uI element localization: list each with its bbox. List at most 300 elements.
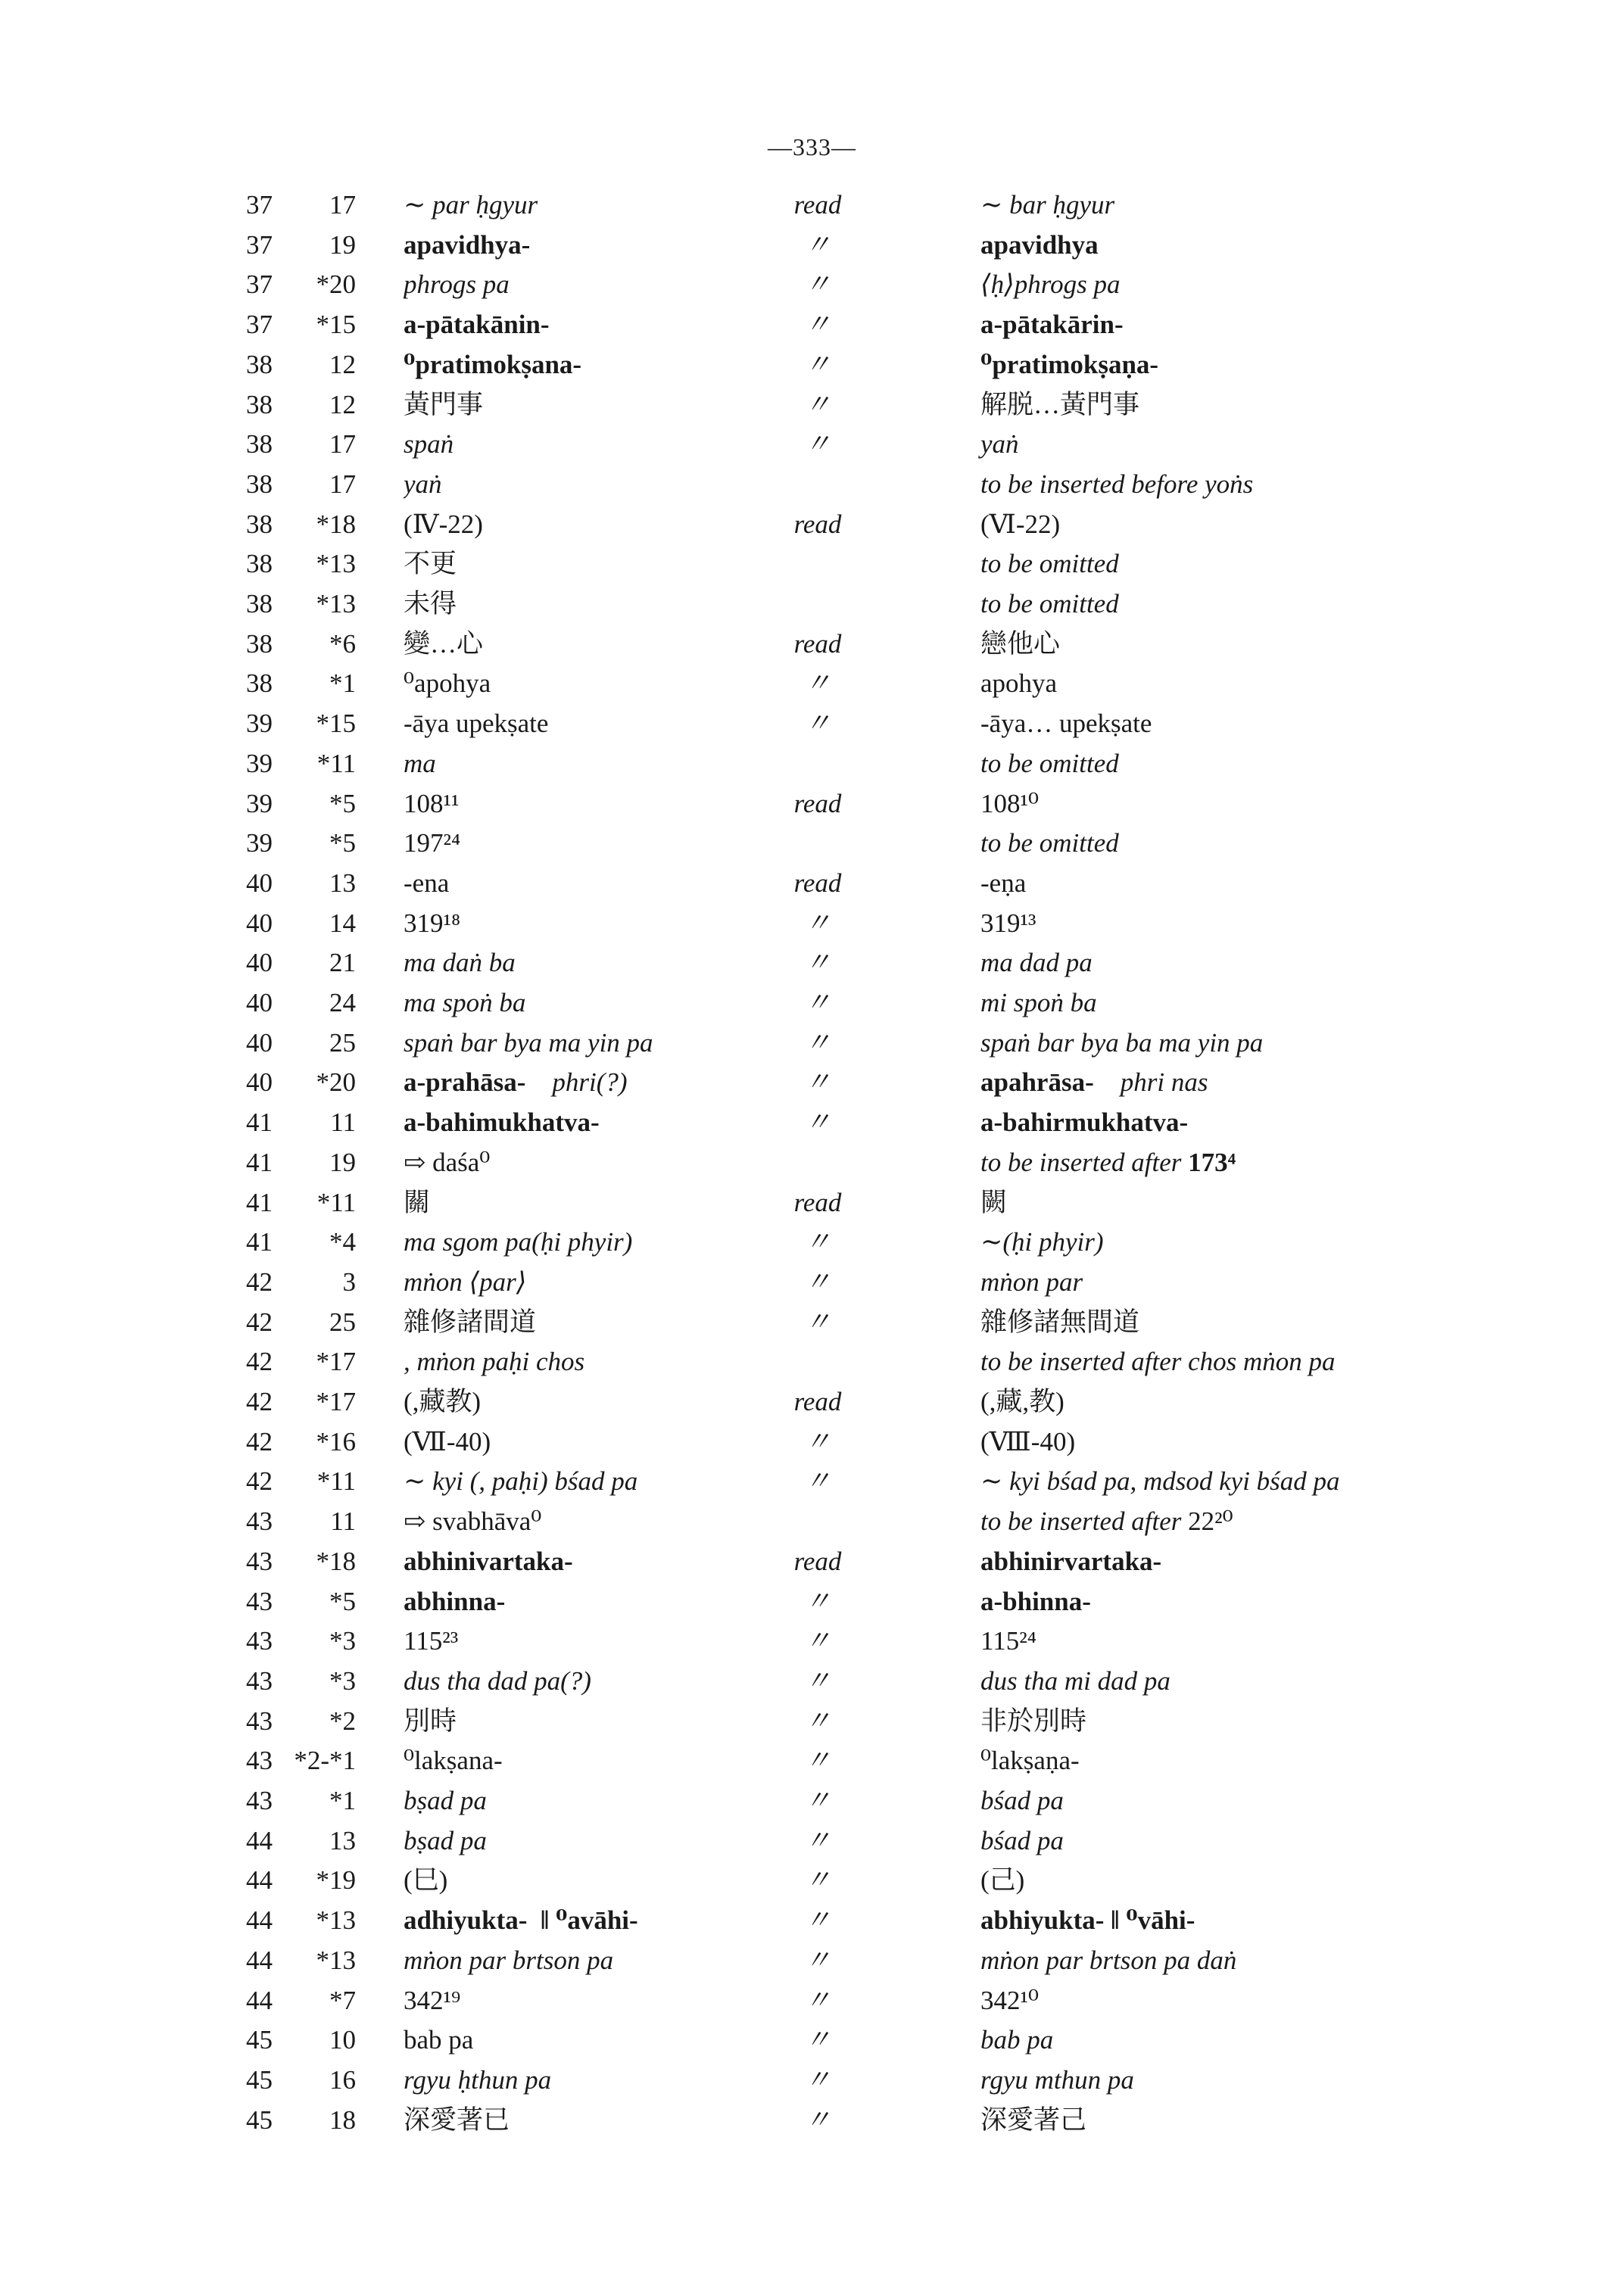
wrong-extra: ‖ ⁰avāhi-	[540, 1905, 638, 1936]
correct-text: apohya	[980, 668, 1058, 699]
read-marker: read	[793, 190, 842, 220]
read-marker: 〃	[804, 389, 831, 419]
correct-extra: phri nas	[1120, 1067, 1208, 1098]
wrong-reading	[404, 425, 759, 464]
read-marker: 〃	[804, 1426, 831, 1456]
page-ref: 38	[246, 389, 273, 419]
correct-reading	[980, 305, 1510, 344]
errata-row	[0, 1422, 1624, 1462]
errata-row	[0, 1702, 1624, 1741]
errata-row	[0, 1582, 1624, 1622]
wrong-text: (巳)	[404, 1865, 448, 1896]
correct-reading	[980, 265, 1510, 304]
page-ref: 41	[246, 1227, 273, 1257]
correct-text: yaṅ	[980, 429, 1019, 460]
read-marker: 〃	[804, 310, 831, 340]
page-ref: 45	[246, 2025, 273, 2055]
wrong-text: 別時	[404, 1706, 457, 1736]
correct-text: 非於別時	[980, 1706, 1087, 1736]
line-ref: *5	[329, 788, 356, 818]
wrong-text: 深愛著已	[404, 2105, 510, 2135]
errata-row	[0, 1382, 1624, 1422]
line-ref: *15	[316, 709, 356, 739]
wrong-reading	[404, 1223, 759, 1262]
correct-text: ∼ bar ḥgyur	[980, 190, 1115, 220]
wrong-reading	[404, 1422, 759, 1462]
correct-reading	[980, 704, 1510, 743]
wrong-reading	[404, 904, 759, 943]
errata-row	[0, 1901, 1624, 1940]
wrong-text: abhinna-	[404, 1586, 506, 1616]
errata-row	[0, 1861, 1624, 1900]
correct-text: ma dad pa	[980, 948, 1093, 978]
line-ref: *11	[316, 748, 356, 778]
correct-text: bśad pa	[980, 1825, 1064, 1855]
wrong-text: a-prahāsa-	[404, 1067, 526, 1098]
errata-row	[0, 2101, 1624, 2140]
wrong-reading	[404, 2061, 759, 2100]
read-marker: 〃	[804, 2025, 831, 2055]
line-ref: 13	[329, 868, 356, 898]
correct-text: to be inserted after	[980, 1147, 1182, 1177]
wrong-reading	[404, 1901, 759, 1940]
errata-row	[0, 584, 1624, 624]
read-marker: 〃	[804, 1905, 831, 1936]
correct-text: to be inserted after chos mṅon pa	[980, 1347, 1336, 1377]
correct-text: ⁰lakṣaṇa-	[980, 1746, 1080, 1776]
wrong-reading	[404, 983, 759, 1023]
wrong-extra: phri(?)	[552, 1067, 628, 1098]
page-ref: 44	[246, 1905, 273, 1936]
wrong-reading	[404, 1662, 759, 1701]
wrong-reading	[404, 744, 759, 784]
errata-row	[0, 1542, 1624, 1581]
line-ref: 25	[329, 1307, 356, 1337]
page-ref: 42	[246, 1466, 273, 1497]
errata-row	[0, 1183, 1624, 1223]
errata-row	[0, 904, 1624, 943]
page-ref: 38	[246, 429, 273, 460]
wrong-text: mṅon ⟨par⟩	[404, 1266, 527, 1297]
errata-row	[0, 1941, 1624, 1980]
page-ref: 38	[246, 589, 273, 618]
correct-text: rgyu mthun pa	[980, 2064, 1134, 2095]
line-ref: *11	[316, 1187, 356, 1217]
wrong-text: 變…心	[404, 628, 484, 659]
line-ref: 21	[329, 948, 356, 978]
correct-text: mi spoṅ ba	[980, 988, 1097, 1017]
page-ref: 38	[246, 549, 273, 579]
wrong-text: (Ⅳ-22)	[404, 509, 483, 539]
page-ref: 44	[246, 1945, 273, 1975]
page-ref: 38	[246, 668, 273, 699]
wrong-text: 關	[404, 1187, 431, 1217]
wrong-reading	[404, 1622, 759, 1661]
correct-reading	[980, 1582, 1510, 1622]
wrong-text: ⇨ svabhāva⁰	[404, 1506, 542, 1537]
correct-text: -āya… upekṣate	[980, 709, 1152, 739]
wrong-reading	[404, 704, 759, 743]
correct-reading	[980, 1821, 1510, 1861]
page-ref: 42	[246, 1387, 273, 1416]
correct-reading	[980, 425, 1510, 464]
read-marker: 〃	[804, 1825, 831, 1855]
correct-reading	[980, 1702, 1510, 1741]
wrong-text: ma spoṅ ba	[404, 988, 526, 1017]
correct-reading	[980, 1941, 1510, 1980]
read-marker: 〃	[804, 709, 831, 739]
errata-row	[0, 1662, 1624, 1701]
correct-reading	[980, 1861, 1510, 1900]
wrong-text: ⁰lakṣana-	[404, 1746, 503, 1776]
page-ref: 41	[246, 1108, 273, 1138]
line-ref: 17	[329, 190, 356, 220]
page-ref: 39	[246, 788, 273, 818]
line-ref: 12	[329, 349, 356, 379]
read-marker: 〃	[804, 988, 831, 1017]
page-ref: 40	[246, 1067, 273, 1098]
correct-text: to be omitted	[980, 549, 1119, 579]
wrong-reading	[404, 265, 759, 304]
read-marker: read	[793, 868, 842, 898]
errata-row	[0, 784, 1624, 824]
correct-reading	[980, 664, 1510, 703]
errata-row	[0, 664, 1624, 703]
page-ref: 45	[246, 2064, 273, 2095]
wrong-text: -āya upekṣate	[404, 709, 549, 739]
line-ref: 12	[329, 389, 356, 419]
correct-text: apavidhya	[980, 229, 1099, 260]
wrong-text: ma	[404, 748, 436, 778]
correct-reading	[980, 1023, 1510, 1063]
correct-text: ⟨ḥ⟩phrogs pa	[980, 269, 1121, 300]
errata-row	[0, 544, 1624, 584]
read-marker: 〃	[804, 668, 831, 699]
wrong-reading	[404, 1462, 759, 1501]
correct-text: 342¹⁰	[980, 1985, 1040, 2015]
wrong-reading	[404, 345, 759, 385]
page-ref: 42	[246, 1347, 273, 1377]
wrong-reading	[404, 544, 759, 584]
correct-text: mṅon par	[980, 1266, 1083, 1297]
wrong-reading	[404, 305, 759, 344]
correct-reading	[980, 1662, 1510, 1701]
wrong-text: 319¹⁸	[404, 908, 461, 938]
correct-extra: 173⁴	[1188, 1147, 1236, 1177]
correct-reading	[980, 983, 1510, 1023]
page-ref: 40	[246, 908, 273, 938]
correct-reading	[980, 465, 1510, 504]
line-ref: *4	[329, 1227, 356, 1257]
page-ref: 44	[246, 1865, 273, 1896]
wrong-reading	[404, 1582, 759, 1622]
correct-reading	[980, 2061, 1510, 2100]
wrong-text: ⁰pratimokṣana-	[404, 349, 582, 379]
read-marker: 〃	[804, 1626, 831, 1656]
wrong-reading	[404, 1861, 759, 1900]
correct-reading	[980, 1741, 1510, 1781]
errata-row	[0, 824, 1624, 863]
correct-text: 解脱…黃門事	[980, 389, 1140, 419]
wrong-reading	[404, 226, 759, 265]
correct-reading	[980, 1422, 1510, 1462]
page-ref: 41	[246, 1147, 273, 1177]
page-ref: 38	[246, 628, 273, 659]
line-ref: *7	[329, 1985, 356, 2015]
wrong-text: ma daṅ ba	[404, 948, 516, 978]
page-ref: 42	[246, 1307, 273, 1337]
line-ref: 19	[329, 1147, 356, 1177]
correct-text: spaṅ bar bya ba ma yin pa	[980, 1027, 1264, 1058]
correct-text: ∼ kyi bśad pa, mdsod kyi bśad pa	[980, 1466, 1340, 1497]
correct-text: 115²⁴	[980, 1626, 1036, 1656]
page-ref: 43	[246, 1546, 273, 1576]
wrong-text: mṅon par brtson pa	[404, 1945, 614, 1975]
wrong-reading	[404, 2020, 759, 2060]
wrong-reading	[404, 1542, 759, 1581]
read-marker: 〃	[804, 1865, 831, 1896]
correct-reading	[980, 904, 1510, 943]
correct-reading	[980, 1103, 1510, 1142]
errata-row	[0, 1103, 1624, 1142]
wrong-text: 不更	[404, 549, 457, 579]
correct-reading	[980, 784, 1510, 824]
errata-row	[0, 425, 1624, 464]
correct-reading	[980, 1263, 1510, 1302]
correct-reading	[980, 185, 1510, 225]
page-ref: 44	[246, 1825, 273, 1855]
errata-row	[0, 1143, 1624, 1182]
wrong-reading	[404, 1143, 759, 1182]
correct-text: ∼(ḥi phyir)	[980, 1227, 1104, 1257]
wrong-text: yaṅ	[404, 469, 442, 499]
errata-row	[0, 864, 1624, 903]
correct-reading	[980, 1183, 1510, 1223]
wrong-reading	[404, 1063, 759, 1102]
wrong-reading	[404, 505, 759, 544]
wrong-text: ∼ kyi (, paḥi) bśad pa	[404, 1466, 638, 1497]
read-marker: 〃	[804, 1227, 831, 1257]
correct-text: a-bahirmukhatva-	[980, 1108, 1189, 1138]
line-ref: *17	[316, 1347, 356, 1377]
line-ref: 11	[330, 1108, 356, 1138]
errata-row	[0, 505, 1624, 544]
page-ref: 40	[246, 988, 273, 1017]
correct-text: -eṇa	[980, 868, 1027, 898]
line-ref: *2-*1	[294, 1746, 356, 1776]
correct-reading	[980, 385, 1510, 425]
correct-text: apahrāsa-	[980, 1067, 1094, 1098]
line-ref: *19	[316, 1865, 356, 1896]
read-marker: 〃	[804, 1706, 831, 1736]
wrong-text: adhiyukta-	[404, 1905, 528, 1936]
read-marker: 〃	[804, 948, 831, 978]
correct-text: 319¹³	[980, 908, 1036, 938]
wrong-text: 雜修諸間道	[404, 1307, 537, 1337]
page-ref: 45	[246, 2105, 273, 2135]
line-ref: *3	[329, 1665, 356, 1696]
correct-reading	[980, 1462, 1510, 1501]
wrong-text: ma sgom pa(ḥi phyir)	[404, 1227, 633, 1257]
correct-reading	[980, 1502, 1510, 1541]
errata-row	[0, 265, 1624, 304]
wrong-reading	[404, 943, 759, 983]
page-ref: 39	[246, 709, 273, 739]
errata-row	[0, 704, 1624, 743]
read-marker: 〃	[804, 2105, 831, 2135]
wrong-text: (,藏教)	[404, 1387, 482, 1416]
line-ref: 14	[329, 908, 356, 938]
wrong-reading	[404, 824, 759, 863]
correct-text: to be inserted before yoṅs	[980, 469, 1254, 499]
wrong-reading	[404, 1183, 759, 1223]
correct-text: a-bhinna-	[980, 1586, 1091, 1616]
correct-reading	[980, 1303, 1510, 1342]
correct-text: dus tha mi dad pa	[980, 1665, 1170, 1696]
line-ref: *3	[329, 1626, 356, 1656]
read-marker: read	[793, 1387, 842, 1416]
correct-text: bśad pa	[980, 1786, 1064, 1815]
read-marker: 〃	[804, 1027, 831, 1058]
wrong-reading	[404, 864, 759, 903]
page-ref: 43	[246, 1665, 273, 1696]
errata-row	[0, 1023, 1624, 1063]
wrong-reading	[404, 1502, 759, 1541]
wrong-text: a-pātakānin-	[404, 310, 550, 340]
page-ref: 37	[246, 269, 273, 300]
read-marker: 〃	[804, 1466, 831, 1497]
line-ref: *5	[329, 1586, 356, 1616]
wrong-text: spaṅ bar bya ma yin pa	[404, 1027, 653, 1058]
wrong-text: 未得	[404, 589, 457, 618]
page-ref: 43	[246, 1506, 273, 1537]
correct-text: ⁰pratimokṣaṇa-	[980, 349, 1159, 379]
read-marker: 〃	[804, 2064, 831, 2095]
page-ref: 37	[246, 229, 273, 260]
errata-row	[0, 345, 1624, 385]
correct-reading	[980, 1981, 1510, 2020]
read-marker: 〃	[804, 1586, 831, 1616]
line-ref: 25	[329, 1027, 356, 1058]
page-ref: 43	[246, 1706, 273, 1736]
read-marker: read	[793, 1546, 842, 1576]
line-ref: *13	[316, 1945, 356, 1975]
line-ref: *6	[329, 628, 356, 659]
errata-row	[0, 744, 1624, 784]
correct-reading	[980, 1063, 1510, 1102]
errata-row	[0, 983, 1624, 1023]
line-ref: *11	[316, 1466, 356, 1497]
correct-reading	[980, 943, 1510, 983]
correct-text: 戀他心	[980, 628, 1061, 659]
page-ref: 37	[246, 310, 273, 340]
correct-reading	[980, 584, 1510, 624]
line-ref: *16	[316, 1426, 356, 1456]
line-ref: *20	[316, 269, 356, 300]
wrong-reading	[404, 664, 759, 703]
errata-row	[0, 185, 1624, 225]
correct-text: (Ⅵ-22)	[980, 509, 1061, 539]
wrong-text: bab pa	[404, 2025, 474, 2055]
correct-text: 雜修諸無間道	[980, 1307, 1140, 1337]
correct-text: a-pātakārin-	[980, 310, 1124, 340]
page-ref: 40	[246, 868, 273, 898]
errata-row	[0, 2061, 1624, 2100]
wrong-text: phrogs pa	[404, 269, 510, 300]
wrong-reading	[404, 1941, 759, 1980]
errata-row	[0, 465, 1624, 504]
correct-extra: ‖ ⁰vāhi-	[1111, 1905, 1195, 1936]
wrong-reading	[404, 1781, 759, 1821]
errata-row	[0, 1781, 1624, 1821]
line-ref: *2	[329, 1706, 356, 1736]
line-ref: *1	[329, 668, 356, 699]
page-ref: 43	[246, 1586, 273, 1616]
correct-reading	[980, 1781, 1510, 1821]
wrong-reading	[404, 784, 759, 824]
correct-reading	[980, 864, 1510, 903]
correct-extra: 22²⁰	[1188, 1506, 1233, 1537]
correct-reading	[980, 1223, 1510, 1262]
page-number: —333—	[768, 133, 856, 160]
read-marker: read	[793, 788, 842, 818]
correct-text: 闕	[980, 1187, 1008, 1217]
correct-text: to be omitted	[980, 828, 1119, 858]
read-marker: read	[793, 628, 842, 659]
wrong-text: 黃門事	[404, 389, 484, 419]
read-marker: 〃	[804, 1307, 831, 1337]
wrong-text: spaṅ	[404, 429, 454, 460]
correct-reading	[980, 744, 1510, 784]
wrong-reading	[404, 1103, 759, 1142]
page-ref: 44	[246, 1985, 273, 2015]
read-marker: 〃	[804, 1985, 831, 2015]
errata-row	[0, 1502, 1624, 1541]
correct-reading	[980, 1901, 1510, 1940]
correct-reading	[980, 625, 1510, 664]
errata-row	[0, 1223, 1624, 1262]
page-ref: 40	[246, 1027, 273, 1058]
errata-row	[0, 1303, 1624, 1342]
correct-reading	[980, 2020, 1510, 2060]
wrong-text: , mṅon paḥi chos	[404, 1347, 585, 1377]
correct-text: (Ⅷ-40)	[980, 1426, 1076, 1456]
errata-row	[0, 1462, 1624, 1501]
line-ref: *1	[329, 1786, 356, 1815]
page-ref: 43	[246, 1746, 273, 1776]
read-marker: 〃	[804, 269, 831, 300]
page-ref: 38	[246, 469, 273, 499]
line-ref: *18	[316, 1546, 356, 1576]
wrong-reading	[404, 1981, 759, 2020]
line-ref: 24	[329, 988, 356, 1017]
page-ref: 38	[246, 509, 273, 539]
line-ref: 19	[329, 229, 356, 260]
wrong-reading	[404, 1702, 759, 1741]
errata-row	[0, 1741, 1624, 1781]
wrong-text: 115²³	[404, 1626, 459, 1656]
wrong-reading	[404, 1821, 759, 1861]
correct-text: mṅon par brtson pa daṅ	[980, 1945, 1237, 1975]
page-ref: 38	[246, 349, 273, 379]
line-ref: 13	[329, 1825, 356, 1855]
wrong-text: bṣad pa	[404, 1786, 487, 1815]
correct-text: bab pa	[980, 2025, 1054, 2055]
line-ref: *5	[329, 828, 356, 858]
errata-row	[0, 226, 1624, 265]
read-marker: 〃	[804, 1746, 831, 1776]
line-ref: 10	[329, 2025, 356, 2055]
